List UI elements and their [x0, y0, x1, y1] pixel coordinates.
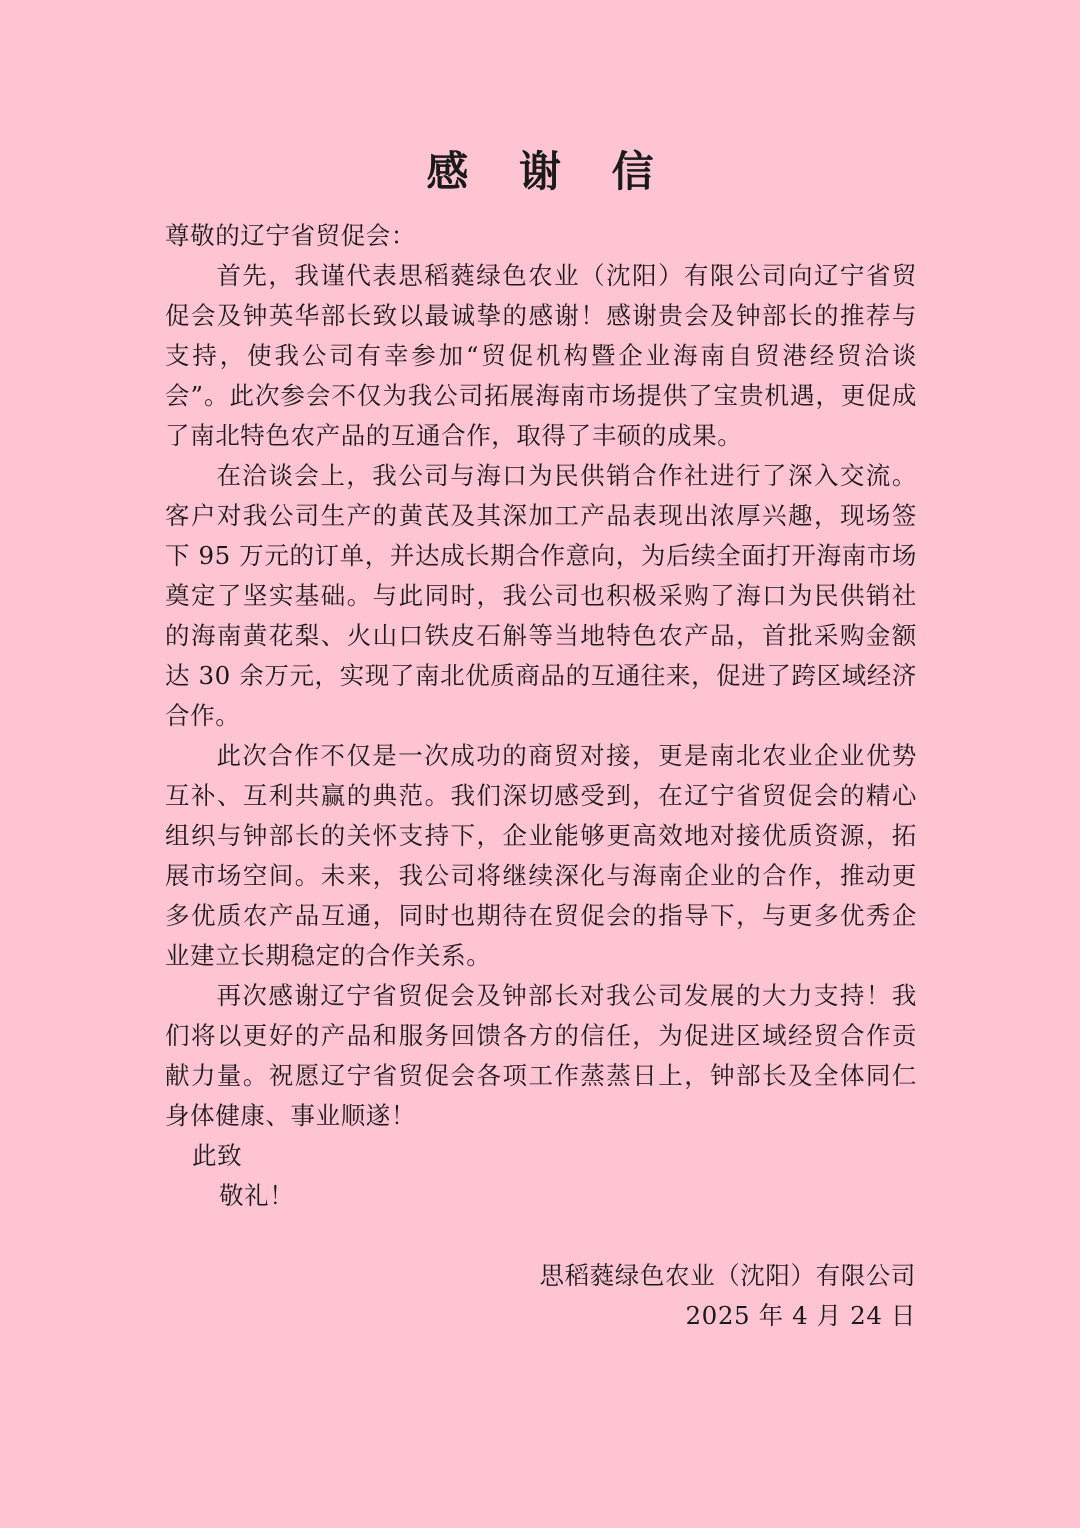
paragraph-4: 再次感谢辽宁省贸促会及钟部长对我公司发展的大力支持！我们将以更好的产品和服务回馈各方的信任，为促进区域经贸合作贡献力量。祝愿辽宁省贸促会各项工作蒸蒸日上，钟部长及全体同仁身体健康、事业顺遂！: [165, 981, 917, 1130]
paragraph-2: 在洽谈会上，我公司与海口为民供销合作社进行了深入交流。客户对我公司生产的黄芪及其深加工产品表现出浓厚兴趣，现场签下 95 万元的订单，并达成长期合作意向，为后续全面打开海南市场奠定了坚实基础。与此同时，我公司也积极采购了海口为民供销社的海南黄花梨、火山口铁皮石斛等当地特色农产品，首批采购金额达 30 余万元，实现了南北优质商品的互通往来，促进了跨区域经济合作。: [165, 461, 917, 730]
closing-regards: 此致: [192, 1141, 243, 1170]
paragraph-1: 首先，我谨代表思稻蕤绿色农业（沈阳）有限公司向辽宁省贸促会及钟英华部长致以最诚挚的感谢！感谢贵会及钟部长的推荐与支持，使我公司有幸参加“贸促机构暨企业海南自贸港经贸洽谈会”。此次参会不仅为我公司拓展海南市场提供了宝贵机遇，更促成了南北特色农产品的互通合作，取得了丰硕的成果。: [165, 261, 917, 450]
signature-date: 2025 年 4 月 24 日: [685, 1301, 916, 1330]
salutation: 尊敬的辽宁省贸促会：: [165, 221, 416, 250]
signature-company: 思稻蕤绿色农业（沈阳）有限公司: [539, 1261, 916, 1290]
paragraph-3: 此次合作不仅是一次成功的商贸对接，更是南北农业企业优势互补、互利共赢的典范。我们深切感受到，在辽宁省贸促会的精心组织与钟部长的关怀支持下，企业能够更高效地对接优质资源，拓展市场空间。未来，我公司将继续深化与海南企业的合作，推动更多优质农产品互通，同时也期待在贸促会的指导下，与更多优秀企业建立长期稳定的合作关系。: [165, 741, 917, 970]
signature-block: [540, 1256, 917, 1336]
letter-body: [165, 216, 917, 1216]
closing-salute: 敬礼！: [219, 1181, 295, 1210]
letter-title: 感 谢 信: [426, 147, 672, 196]
